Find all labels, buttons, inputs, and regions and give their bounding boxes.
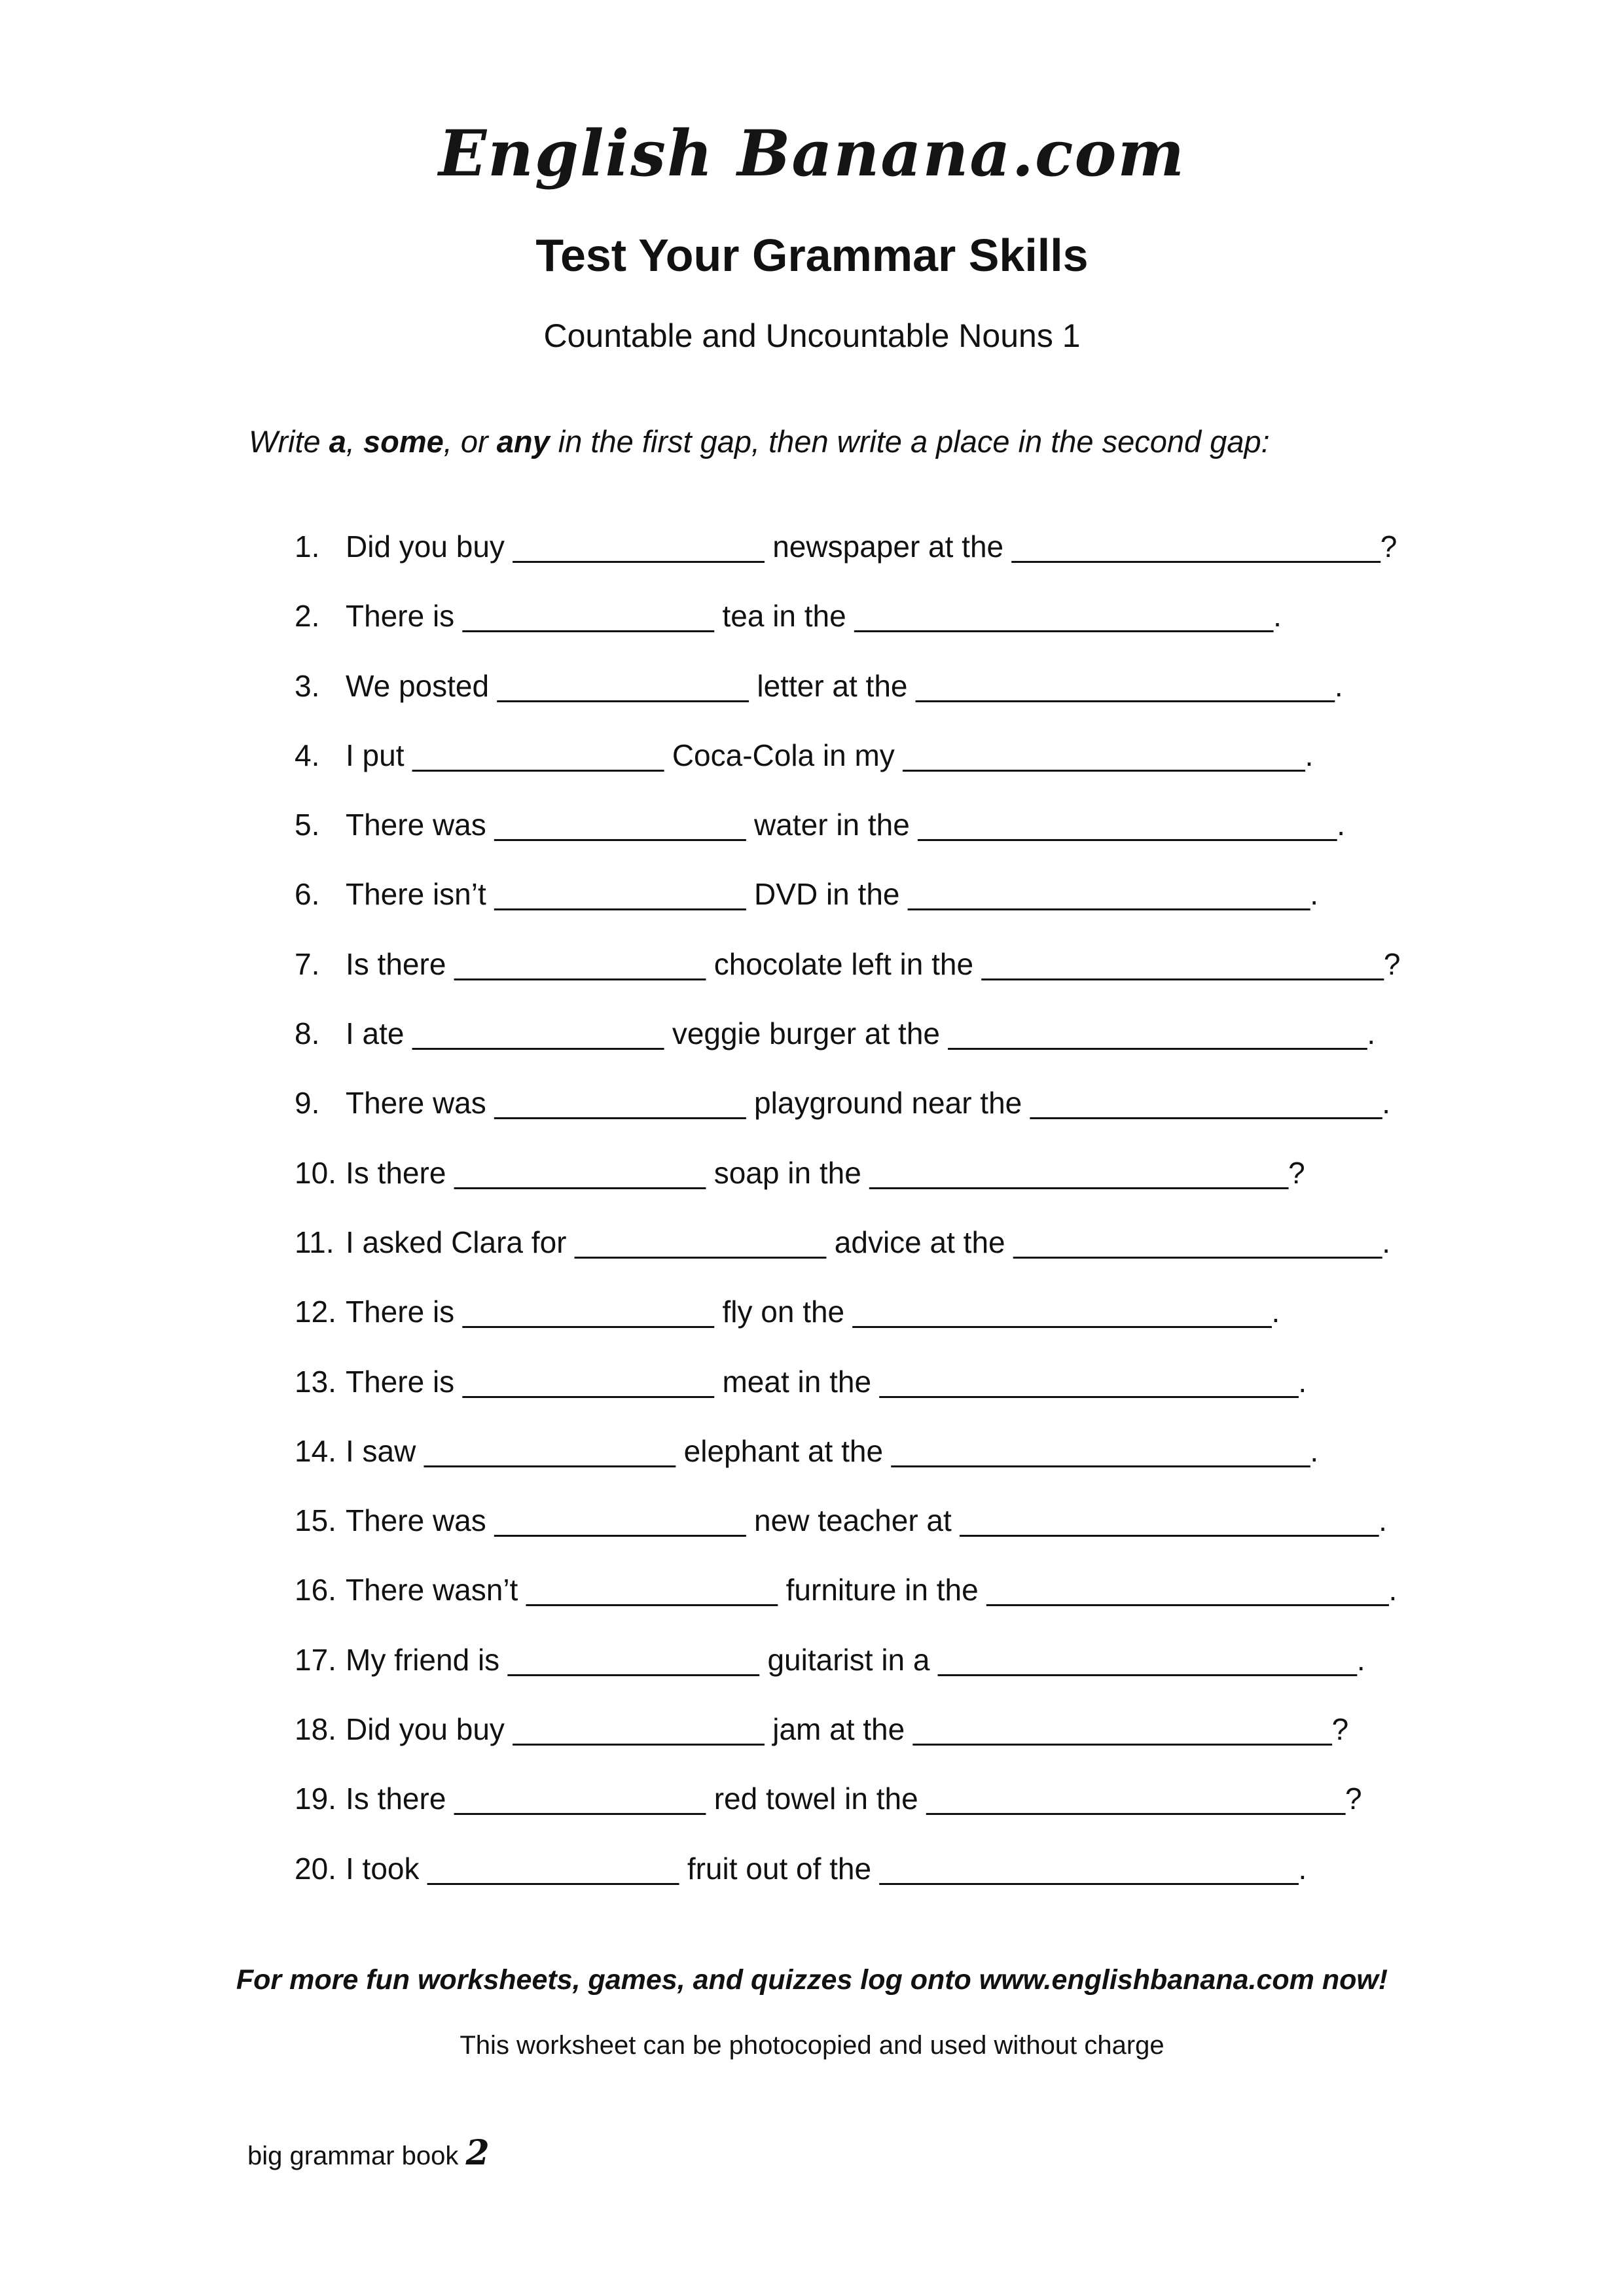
question-item	[295, 941, 1473, 1011]
question-text: I put _______________ Coca-Cola in my ________________________.	[346, 738, 1314, 772]
question-number: 2.	[295, 599, 320, 634]
question-list	[295, 524, 1473, 1915]
question-item	[295, 1846, 1473, 1915]
question-text: There was _______________ water in the _________________________.	[346, 808, 1345, 842]
question-text: There wasn’t _______________ furniture in the ________________________.	[346, 1573, 1398, 1607]
question-number: 17.	[295, 1642, 336, 1677]
question-number: 12.	[295, 1295, 336, 1329]
instruction-text: in the first gap, then write a place in the second gap:	[549, 424, 1270, 459]
question-item	[295, 802, 1473, 871]
question-item	[295, 1706, 1473, 1776]
question-item	[295, 1567, 1473, 1636]
question-text: There was _______________ new teacher at _________________________.	[346, 1503, 1387, 1538]
book-label	[247, 2134, 490, 2176]
question-item	[295, 1637, 1473, 1706]
question-text: We posted _______________ letter at the _________________________.	[346, 668, 1343, 703]
question-number: 9.	[295, 1086, 320, 1121]
instruction-text: , or	[443, 424, 497, 459]
copy-notice: This worksheet can be photocopied and used without charge	[460, 2031, 1164, 2060]
question-number: 10.	[295, 1155, 336, 1190]
question-text: There is _______________ tea in the _________________________.	[346, 599, 1282, 634]
question-item	[295, 871, 1473, 941]
question-text: There is _______________ meat in the _________________________.	[346, 1364, 1307, 1399]
question-number: 19.	[295, 1782, 336, 1816]
book-label-text: big grammar book	[247, 2142, 466, 2170]
question-item	[295, 1428, 1473, 1498]
book-number: 2	[465, 2133, 490, 2173]
question-text: There is _______________ fly on the _________________________.	[346, 1295, 1280, 1329]
question-number: 16.	[295, 1573, 336, 1607]
question-number: 7.	[295, 946, 320, 981]
question-number: 11.	[295, 1225, 334, 1259]
footer-promo: For more fun worksheets, games, and quizzes log onto www.englishbanana.com now!	[236, 1964, 1388, 1996]
question-number: 8.	[295, 1016, 320, 1051]
question-item	[295, 1011, 1473, 1080]
question-item	[295, 1080, 1473, 1149]
question-item	[295, 663, 1473, 732]
page-title: Test Your Grammar Skills	[535, 230, 1089, 281]
instructions	[249, 419, 1558, 465]
question-text: Is there _______________ chocolate left in the ________________________?	[346, 946, 1401, 981]
question-text: Is there _______________ red towel in the _________________________?	[346, 1782, 1362, 1816]
question-text: My friend is _______________ guitarist in a _________________________.	[346, 1642, 1365, 1677]
question-number: 6.	[295, 877, 320, 912]
question-number: 20.	[295, 1851, 336, 1886]
question-number: 4.	[295, 738, 320, 772]
question-text: There was _______________ playground near the _____________________.	[346, 1086, 1391, 1121]
question-text: Is there _______________ soap in the _________________________?	[346, 1155, 1305, 1190]
question-item	[295, 1150, 1473, 1219]
page-subtitle: Countable and Uncountable Nouns 1	[543, 317, 1081, 354]
question-text: I took _______________ fruit out of the _________________________.	[346, 1851, 1307, 1886]
question-item	[295, 524, 1473, 593]
question-item	[295, 1359, 1473, 1428]
question-number: 1.	[295, 529, 320, 564]
question-number: 5.	[295, 808, 320, 842]
question-item	[295, 1219, 1473, 1289]
instruction-option-some: some	[363, 424, 444, 459]
question-number: 13.	[295, 1364, 336, 1399]
question-item	[295, 593, 1473, 662]
question-text: I ate _______________ veggie burger at the _________________________.	[346, 1016, 1376, 1051]
question-number: 15.	[295, 1503, 336, 1538]
question-text: There isn’t _______________ DVD in the ________________________.	[346, 877, 1319, 912]
question-text: Did you buy _______________ newspaper at the ______________________?	[346, 529, 1398, 564]
question-text: I asked Clara for _______________ advice at the ______________________.	[346, 1225, 1391, 1259]
question-number: 14.	[295, 1433, 336, 1468]
question-item	[295, 1498, 1473, 1567]
instruction-option-a: a	[329, 424, 346, 459]
instruction-text: Write	[249, 424, 329, 459]
question-number: 3.	[295, 668, 320, 703]
question-text: Did you buy _______________ jam at the _________________________?	[346, 1712, 1349, 1747]
question-item	[295, 1289, 1473, 1358]
instruction-option-any: any	[496, 424, 550, 459]
question-number: 18.	[295, 1712, 336, 1747]
instruction-text: ,	[346, 424, 363, 459]
site-logo: English Banana.com	[438, 117, 1186, 190]
question-item	[295, 1776, 1473, 1845]
question-text: I saw _______________ elephant at the _________________________.	[346, 1433, 1319, 1468]
question-item	[295, 732, 1473, 802]
